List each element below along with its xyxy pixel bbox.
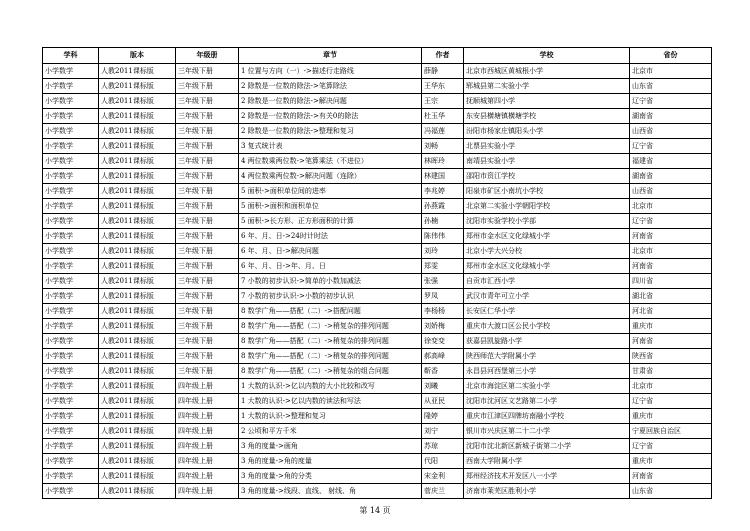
edition-cell: 人教2011课标版 — [99, 484, 176, 499]
subject-cell: 小学数学 — [43, 439, 99, 454]
author-header: 作者 — [422, 48, 464, 64]
grade-cell: 四年级上册 — [176, 424, 239, 439]
school-cell: 郑州市金水区文化绿城小学 — [464, 229, 630, 244]
chapter-cell: 3 角的度量->角的分类 — [239, 469, 422, 484]
author-cell: 林晖玲 — [422, 154, 464, 169]
school-cell: 北票县实验小学 — [464, 139, 630, 154]
subject-cell: 小学数学 — [43, 214, 99, 229]
subject-cell: 小学数学 — [43, 379, 99, 394]
table-row — [43, 64, 712, 79]
author-cell: 刘畅 — [422, 139, 464, 154]
chapter-cell: 6 年、月、日->解决问题 — [239, 244, 422, 259]
chapter-cell: 7 小数的初步认识->小数的初步认识 — [239, 289, 422, 304]
chapter-cell: 3 角的度量->线段、直线、 射线、角 — [239, 484, 422, 499]
table-row — [43, 484, 712, 499]
chapter-cell: 5 面积->长方形、正方形面积的计算 — [239, 214, 422, 229]
chapter-cell: 8 数学广角——搭配（二）->搭配问题 — [239, 304, 422, 319]
grade-header: 年级册 — [176, 48, 239, 64]
author-cell: 孙燕霞 — [422, 199, 464, 214]
province-cell: 重庆市 — [630, 454, 712, 469]
author-cell: 杜玉华 — [422, 109, 464, 124]
chapter-cell: 2 除数是一位数的除法->整理和复习 — [239, 124, 422, 139]
subject-cell: 小学数学 — [43, 469, 99, 484]
chapter-cell: 2 除数是一位数的除法->笔算除法 — [239, 79, 422, 94]
grade-cell: 三年级下册 — [176, 304, 239, 319]
table-row — [43, 229, 712, 244]
grade-cell: 四年级上册 — [176, 469, 239, 484]
school-cell: 沈阳市沈北新区新城子街第二小学 — [464, 439, 630, 454]
edition-cell: 人教2011课标版 — [99, 214, 176, 229]
edition-cell: 人教2011课标版 — [99, 454, 176, 469]
subject-cell: 小学数学 — [43, 124, 99, 139]
table-row — [43, 409, 712, 424]
school-header: 学校 — [464, 48, 630, 64]
subject-cell: 小学数学 — [43, 199, 99, 214]
author-cell: 徐变变 — [422, 334, 464, 349]
school-cell: 济南市莱芜区胜利小学 — [464, 484, 630, 499]
edition-cell: 人教2011课标版 — [99, 139, 176, 154]
edition-header: 版本 — [99, 48, 176, 64]
edition-cell: 人教2011课标版 — [99, 394, 176, 409]
author-cell: 李杨杨 — [422, 304, 464, 319]
table-row — [43, 349, 712, 364]
table-row — [43, 79, 712, 94]
subject-cell: 小学数学 — [43, 259, 99, 274]
author-cell: 刘曦 — [422, 379, 464, 394]
author-cell: 王宗 — [422, 94, 464, 109]
school-cell: 南靖县实验小学 — [464, 154, 630, 169]
subject-cell: 小学数学 — [43, 229, 99, 244]
grade-cell: 三年级下册 — [176, 244, 239, 259]
chapter-cell: 8 数学广角——搭配（二）->稍复杂的排列问题 — [239, 334, 422, 349]
subject-cell: 小学数学 — [43, 139, 99, 154]
author-cell: 代阳 — [422, 454, 464, 469]
subject-cell: 小学数学 — [43, 289, 99, 304]
chapter-cell: 2 公顷和平方千米 — [239, 424, 422, 439]
school-cell: 北京市海淀区第二实验小学 — [464, 379, 630, 394]
chapter-cell: 6 年、月、日->年、月、日 — [239, 259, 422, 274]
school-cell: 银川市兴庆区第二十二小学 — [464, 424, 630, 439]
edition-cell: 人教2011课标版 — [99, 154, 176, 169]
school-cell: 阳泉市矿区小南坑小学校 — [464, 184, 630, 199]
chapter-cell: 2 除数是一位数的除法->解决问题 — [239, 94, 422, 109]
subject-cell: 小学数学 — [43, 64, 99, 79]
subject-cell: 小学数学 — [43, 454, 99, 469]
school-cell: 沈阳市实验学校小学部 — [464, 214, 630, 229]
chapter-cell: 1 大数的认识->整理和复习 — [239, 409, 422, 424]
grade-cell: 四年级上册 — [176, 394, 239, 409]
subject-cell: 小学数学 — [43, 364, 99, 379]
table-row — [43, 319, 712, 334]
table-row — [43, 469, 712, 484]
province-cell: 河南省 — [630, 229, 712, 244]
table-row — [43, 259, 712, 274]
grade-cell: 四年级上册 — [176, 484, 239, 499]
edition-cell: 人教2011课标版 — [99, 244, 176, 259]
grade-cell: 三年级下册 — [176, 334, 239, 349]
edition-cell: 人教2011课标版 — [99, 124, 176, 139]
province-cell: 湖南省 — [630, 109, 712, 124]
province-cell: 宁夏回族自治区 — [630, 424, 712, 439]
table-row — [43, 379, 712, 394]
school-cell: 邵阳市资江学校 — [464, 169, 630, 184]
edition-cell: 人教2011课标版 — [99, 469, 176, 484]
author-cell: 菅庆兰 — [422, 484, 464, 499]
table-row — [43, 454, 712, 469]
subject-cell: 小学数学 — [43, 349, 99, 364]
school-cell: 汾阳市杨家庄镇阳头小学 — [464, 124, 630, 139]
table-row — [43, 364, 712, 379]
grade-cell: 三年级下册 — [176, 349, 239, 364]
subject-cell: 小学数学 — [43, 424, 99, 439]
subject-cell: 小学数学 — [43, 409, 99, 424]
table-row — [43, 169, 712, 184]
subject-cell: 小学数学 — [43, 319, 99, 334]
author-cell: 薛静 — [422, 64, 464, 79]
province-cell: 湖北省 — [630, 289, 712, 304]
grade-cell: 三年级下册 — [176, 64, 239, 79]
school-cell: 重庆市大渡口区公民小学校 — [464, 319, 630, 334]
school-cell: 西南大学附属小学 — [464, 454, 630, 469]
table-row — [43, 334, 712, 349]
grade-cell: 三年级下册 — [176, 124, 239, 139]
school-cell: 郓城县第二实验小学 — [464, 79, 630, 94]
edition-cell: 人教2011课标版 — [99, 274, 176, 289]
school-cell: 重庆市江津区四牌坊南融小学校 — [464, 409, 630, 424]
subject-cell: 小学数学 — [43, 334, 99, 349]
edition-cell: 人教2011课标版 — [99, 289, 176, 304]
grade-cell: 三年级下册 — [176, 229, 239, 244]
grade-cell: 三年级下册 — [176, 319, 239, 334]
school-cell: 自贡市汇西小学 — [464, 274, 630, 289]
province-cell: 福建省 — [630, 154, 712, 169]
author-cell: 隆婷 — [422, 409, 464, 424]
subject-cell: 小学数学 — [43, 154, 99, 169]
school-cell: 陕西师范大学附属小学 — [464, 349, 630, 364]
province-cell: 重庆市 — [630, 319, 712, 334]
subject-cell: 小学数学 — [43, 484, 99, 499]
table-row — [43, 439, 712, 454]
subject-header: 学科 — [43, 48, 99, 64]
edition-cell: 人教2011课标版 — [99, 409, 176, 424]
chapter-cell: 8 数学广角——搭配（二）->稍复杂的排列问题 — [239, 319, 422, 334]
grade-cell: 三年级下册 — [176, 169, 239, 184]
edition-cell: 人教2011课标版 — [99, 199, 176, 214]
province-cell: 辽宁省 — [630, 94, 712, 109]
author-cell: 罗凤 — [422, 289, 464, 304]
grade-cell: 三年级下册 — [176, 154, 239, 169]
grade-cell: 三年级下册 — [176, 364, 239, 379]
province-cell: 河南省 — [630, 334, 712, 349]
chapter-cell: 1 大数的认识->亿以内数的读法和写法 — [239, 394, 422, 409]
chapter-cell: 5 面积->面积单位间的进率 — [239, 184, 422, 199]
chapter-cell: 1 大数的认识->亿以内数的大小比较和改写 — [239, 379, 422, 394]
province-cell: 河南省 — [630, 469, 712, 484]
table-row — [43, 139, 712, 154]
grade-cell: 三年级下册 — [176, 274, 239, 289]
chapter-cell: 4 两位数乘两位数->笔算乘法（不进位） — [239, 154, 422, 169]
school-cell: 永昌县河西堡第三小学 — [464, 364, 630, 379]
province-cell: 山西省 — [630, 124, 712, 139]
table-row — [43, 289, 712, 304]
author-cell: 冯福莲 — [422, 124, 464, 139]
chapter-cell: 3 复式统计表 — [239, 139, 422, 154]
chapter-cell: 2 除数是一位数的除法->有关0的除法 — [239, 109, 422, 124]
table-body — [43, 64, 712, 499]
table-row — [43, 109, 712, 124]
province-cell: 山西省 — [630, 184, 712, 199]
edition-cell: 人教2011课标版 — [99, 439, 176, 454]
author-cell: 从亚民 — [422, 394, 464, 409]
table-row — [43, 94, 712, 109]
edition-cell: 人教2011课标版 — [99, 259, 176, 274]
author-cell: 刘玲 — [422, 244, 464, 259]
page-footer: 第 14 页 — [359, 506, 391, 515]
subject-cell: 小学数学 — [43, 169, 99, 184]
subject-cell: 小学数学 — [43, 184, 99, 199]
edition-cell: 人教2011课标版 — [99, 334, 176, 349]
edition-cell: 人教2011课标版 — [99, 304, 176, 319]
chapter-cell: 1 位置与方向（一）->描述行走路线 — [239, 64, 422, 79]
table-row — [43, 394, 712, 409]
author-cell: 陈伟伟 — [422, 229, 464, 244]
edition-cell: 人教2011课标版 — [99, 364, 176, 379]
subject-cell: 小学数学 — [43, 394, 99, 409]
province-cell: 甘肃省 — [630, 364, 712, 379]
province-cell: 北京市 — [630, 379, 712, 394]
province-cell: 北京市 — [630, 199, 712, 214]
table-row — [43, 304, 712, 319]
author-cell: 郑雯 — [422, 259, 464, 274]
grade-cell: 三年级下册 — [176, 214, 239, 229]
province-cell: 北京市 — [630, 64, 712, 79]
subject-cell: 小学数学 — [43, 109, 99, 124]
table-row — [43, 274, 712, 289]
province-cell: 辽宁省 — [630, 439, 712, 454]
grade-cell: 三年级下册 — [176, 259, 239, 274]
chapter-cell: 4 两位数乘两位数->解决问题（连除） — [239, 169, 422, 184]
school-cell: 郑州市金水区文化绿城小学 — [464, 259, 630, 274]
school-cell: 北京第二实验小学朝阳学校 — [464, 199, 630, 214]
school-cell: 获嘉县凯旋路小学 — [464, 334, 630, 349]
grade-cell: 三年级下册 — [176, 199, 239, 214]
author-cell: 郝高峰 — [422, 349, 464, 364]
subject-cell: 小学数学 — [43, 304, 99, 319]
grade-cell: 三年级下册 — [176, 139, 239, 154]
chapter-cell: 8 数学广角——搭配（二）->稍复杂的排列问题 — [239, 349, 422, 364]
subject-cell: 小学数学 — [43, 94, 99, 109]
school-cell: 北京小学大兴分校 — [464, 244, 630, 259]
author-cell: 宋金利 — [422, 469, 464, 484]
edition-cell: 人教2011课标版 — [99, 79, 176, 94]
subject-cell: 小学数学 — [43, 79, 99, 94]
table-row — [43, 124, 712, 139]
chapter-cell: 8 数学广角——搭配（二）->稍复杂的组合问题 — [239, 364, 422, 379]
chapter-cell: 7 小数的初步认识->简单的小数加减法 — [239, 274, 422, 289]
school-cell: 东安县横塘镇横塘学校 — [464, 109, 630, 124]
course-table — [42, 47, 712, 499]
author-cell: 靳香 — [422, 364, 464, 379]
school-cell: 武汉市青年可立小学 — [464, 289, 630, 304]
province-cell: 四川省 — [630, 274, 712, 289]
table-row — [43, 199, 712, 214]
grade-cell: 三年级下册 — [176, 94, 239, 109]
subject-cell: 小学数学 — [43, 274, 99, 289]
chapter-cell: 3 角的度量->角的度量 — [239, 454, 422, 469]
edition-cell: 人教2011课标版 — [99, 94, 176, 109]
author-cell: 林建国 — [422, 169, 464, 184]
edition-cell: 人教2011课标版 — [99, 109, 176, 124]
grade-cell: 三年级下册 — [176, 79, 239, 94]
author-cell: 王华东 — [422, 79, 464, 94]
province-cell: 陕西省 — [630, 349, 712, 364]
edition-cell: 人教2011课标版 — [99, 64, 176, 79]
author-cell: 刘宁 — [422, 424, 464, 439]
author-cell: 刘娇梅 — [422, 319, 464, 334]
province-cell: 辽宁省 — [630, 394, 712, 409]
grade-cell: 三年级下册 — [176, 184, 239, 199]
subject-cell: 小学数学 — [43, 244, 99, 259]
author-cell: 孙楠 — [422, 214, 464, 229]
school-cell: 北京市西城区黄城根小学 — [464, 64, 630, 79]
chapter-cell: 6 年、月、日->24时计时法 — [239, 229, 422, 244]
grade-cell: 四年级上册 — [176, 439, 239, 454]
province-cell: 山东省 — [630, 484, 712, 499]
author-cell: 苏琼 — [422, 439, 464, 454]
edition-cell: 人教2011课标版 — [99, 169, 176, 184]
edition-cell: 人教2011课标版 — [99, 229, 176, 244]
table-row — [43, 184, 712, 199]
province-cell: 辽宁省 — [630, 214, 712, 229]
grade-cell: 四年级上册 — [176, 379, 239, 394]
edition-cell: 人教2011课标版 — [99, 319, 176, 334]
school-cell: 郑州经济技术开发区八一小学 — [464, 469, 630, 484]
table-row — [43, 154, 712, 169]
province-cell: 河北省 — [630, 304, 712, 319]
edition-cell: 人教2011课标版 — [99, 349, 176, 364]
grade-cell: 四年级上册 — [176, 454, 239, 469]
province-cell: 湖南省 — [630, 169, 712, 184]
table-row — [43, 214, 712, 229]
grade-cell: 三年级下册 — [176, 289, 239, 304]
edition-cell: 人教2011课标版 — [99, 379, 176, 394]
edition-cell: 人教2011课标版 — [99, 184, 176, 199]
province-cell: 重庆市 — [630, 409, 712, 424]
chapter-header: 章节 — [239, 48, 422, 64]
grade-cell: 四年级上册 — [176, 409, 239, 424]
school-cell: 沈阳市沈河区文艺路第二小学 — [464, 394, 630, 409]
province-cell: 辽宁省 — [630, 139, 712, 154]
table-header-row — [43, 48, 712, 64]
table-row — [43, 424, 712, 439]
province-cell: 河南省 — [630, 259, 712, 274]
school-cell: 长安区仁华小学 — [464, 304, 630, 319]
province-header: 省份 — [630, 48, 712, 64]
chapter-cell: 3 角的度量->画角 — [239, 439, 422, 454]
school-cell: 抚顺城第四小学 — [464, 94, 630, 109]
author-cell: 李兆婷 — [422, 184, 464, 199]
table-row — [43, 244, 712, 259]
author-cell: 张强 — [422, 274, 464, 289]
chapter-cell: 5 面积->面积和面积单位 — [239, 199, 422, 214]
grade-cell: 三年级下册 — [176, 109, 239, 124]
province-cell: 山东省 — [630, 79, 712, 94]
province-cell: 北京市 — [630, 244, 712, 259]
edition-cell: 人教2011课标版 — [99, 424, 176, 439]
